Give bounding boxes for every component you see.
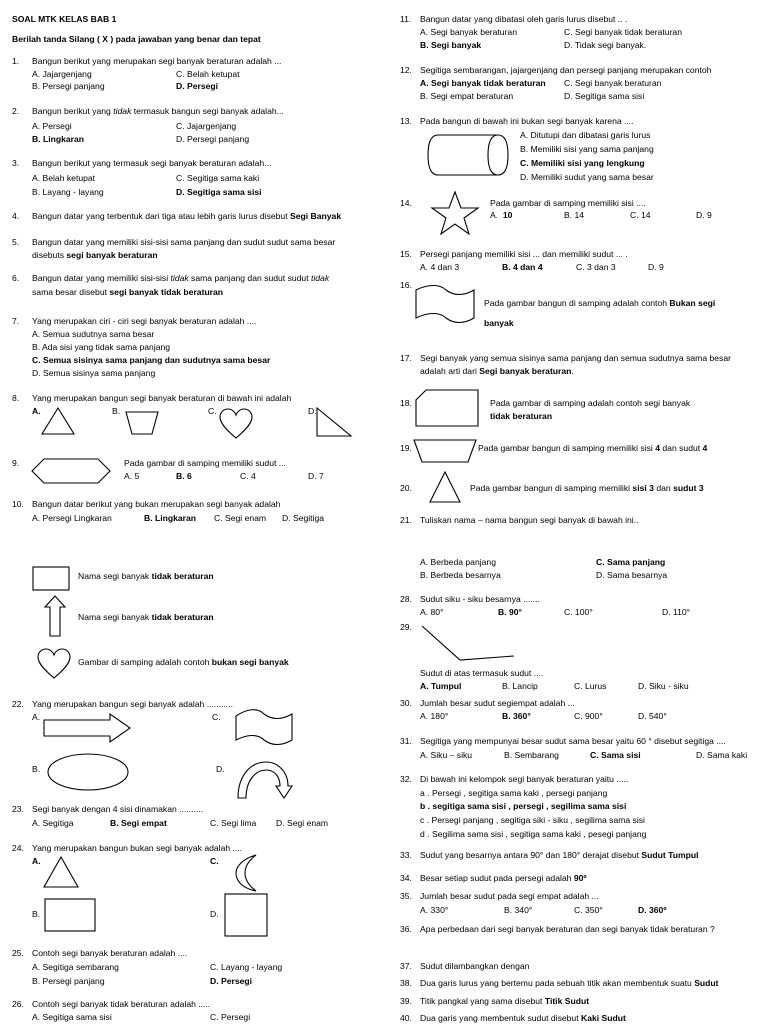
q25-option-c: C. Layang - layang: [210, 962, 283, 972]
q32-option-a: a . Persegi , segitiga sama kaki , persegi panjang: [420, 788, 608, 798]
q18-number: 18.: [400, 398, 412, 408]
q4-number: 4.: [12, 211, 20, 221]
q29-number: 29.: [400, 622, 412, 632]
q29-option-b: B. Lancip: [502, 681, 538, 691]
q17-number: 17.: [400, 353, 412, 363]
q23-option-b: B. Segi empat: [110, 818, 167, 828]
q12-option-b: B. Segi empat beraturan: [420, 91, 514, 101]
q7-option-c: C. Semua sisinya sama panjang dan sudutnya sama besar: [32, 355, 271, 365]
heart-shape-icon: [36, 648, 72, 680]
q10-option-b: B. Lingkaran: [144, 513, 197, 523]
q24-text: Yang merupakan bangun bukan segi banyak adalah ....: [32, 843, 243, 853]
triangle-shape-icon: [428, 470, 462, 504]
q1-option-c: C. Belah ketupat: [176, 69, 240, 79]
q19-number: 19.: [400, 443, 412, 453]
q11-text: Bangun datar yang dibatasi oleh garis lurus disebut .. .: [420, 14, 628, 24]
q16-text-line2: banyak: [484, 318, 514, 328]
q9-option-c: C. 4: [240, 471, 256, 481]
q21-number: 21.: [400, 515, 412, 525]
q27-option-b: B. Berbeda besarnya: [420, 570, 501, 580]
q12-option-a: A. Segi banyak tidak beraturan: [420, 78, 546, 88]
q38-number: 38.: [400, 978, 412, 988]
q18-text-line2: tidak beraturan: [490, 411, 553, 421]
q1-option-d: D. Persegi: [176, 81, 219, 91]
q3-text: Bangun berikut yang termasuk segi banyak beraturan adalah...: [32, 158, 272, 168]
q11-number: 11.: [400, 14, 412, 24]
q33-text: Sudut yang besarnya antara 90° dan 180° derajat disebut Sudut Tumpul: [420, 850, 699, 860]
q28-option-c: C. 100°: [564, 607, 593, 617]
q9-text: Pada gambar di samping memiliki sudut ...: [124, 458, 286, 468]
instruction: Berilah tanda Silang ( X ) pada jawaban yang benar dan tepat: [12, 34, 261, 44]
q13-option-d: D. Memiliki sudut yang sama besar: [520, 172, 654, 182]
crescent-moon-shape-icon: [232, 853, 262, 893]
q30-text: Jumlah besar sudut segiempat adalah ...: [420, 698, 575, 708]
q23-option-c: C. Segi lima: [210, 818, 257, 828]
q20-text: Pada gambar bangun di samping memiliki sisi 3 dan sudut 3: [470, 483, 704, 493]
q12-option-d: D. Segitiga sama sisi: [564, 91, 645, 101]
q15-number: 15.: [400, 249, 412, 259]
up-arrow-shape-icon: [44, 595, 66, 637]
q23-option-d: D. Segi enam: [276, 818, 329, 828]
q35-option-a: A. 330°: [420, 905, 449, 915]
q24-number: 24.: [12, 843, 24, 853]
q23-number: 23.: [12, 804, 24, 814]
q8-option-d: D.: [308, 406, 317, 416]
q25-text: Contoh segi banyak beraturan adalah ....: [32, 948, 188, 958]
q5-text-line1: Bangun datar yang memiliki sisi-sisi sama panjang dan sudut sudut sama besar: [32, 237, 336, 247]
q13-number: 13.: [400, 116, 412, 126]
q19-text: Pada gambar bangun di samping memiliki sisi 4 dan sudut 4: [478, 443, 708, 453]
q22-option-c: C.: [212, 712, 221, 722]
q14-option-b: B. 14: [564, 210, 585, 220]
q3-option-b: B. Layang - layang: [32, 187, 104, 197]
q15-option-a: A. 4 dan 3: [420, 262, 460, 272]
q16-number: 16.: [400, 280, 412, 290]
q11-option-d: D. Tidak segi banyak.: [564, 40, 647, 50]
q36-text: Apa perbedaan dari segi banyak beraturan dan segi banyak tidak beraturan ?: [420, 924, 715, 934]
q8-text: Yang merupakan bangun segi banyak beraturan di bawah ini adalah: [32, 393, 292, 403]
q28-text: Sudut siku - siku besarnya .......: [420, 594, 540, 604]
triangle-shape-icon: [42, 855, 80, 889]
q2-option-b: B. Lingkaran: [32, 134, 85, 144]
q37-text: Sudut dilambangkan dengan: [420, 961, 530, 971]
q22-option-b: B.: [32, 764, 41, 774]
q22-option-d: D.: [216, 764, 225, 774]
q35-number: 35.: [400, 891, 412, 901]
q30-option-c: C. 900°: [574, 711, 603, 721]
trapezoid-shape-icon: [124, 410, 160, 436]
rectangle-shape-icon: [44, 898, 96, 932]
q21-text: Tuliskan nama – nama bangun segi banyak di bawah ini..: [420, 515, 639, 525]
q28-option-a: A. 80°: [420, 607, 444, 617]
wavy-banner-shape-icon: [234, 708, 294, 748]
q17-text-line1: Segi banyak yang semua sisinya sama panjang dan semua sudutnya sama besar: [420, 353, 731, 363]
q10-text: Bangun datar berikut yang bukan merupakan segi banyak adalah: [32, 499, 281, 509]
q13-option-c: C. Memiliki sisi yang lengkung: [520, 158, 645, 168]
curved-arrow-shape-icon: [234, 760, 294, 802]
q32-number: 32.: [400, 774, 412, 784]
q9-option-b: B. 6: [176, 471, 192, 481]
q13-option-a: A. Ditutupi dan dibatasi garis lurus: [520, 130, 651, 140]
wavy-banner-shape-icon: [414, 284, 476, 326]
right-triangle-shape-icon: [315, 406, 353, 438]
page-title: SOAL MTK KELAS BAB 1: [12, 14, 117, 24]
q39-number: 39.: [400, 996, 412, 1006]
q2-number: 2.: [12, 106, 20, 116]
q15-option-c: C. 3 dan 3: [576, 262, 616, 272]
q26-text: Contoh segi banyak tidak beraturan adalah .....: [32, 999, 211, 1009]
q27-option-c: C. Sama panjang: [596, 557, 666, 567]
q11-option-c: C. Segi banyak tidak beraturan: [564, 27, 682, 37]
q28-option-d: D. 110°: [662, 607, 691, 617]
q40-number: 40.: [400, 1013, 412, 1023]
q25-option-a: A. Segitiga sembarang: [32, 962, 119, 972]
q35-option-d: D. 360º: [638, 905, 667, 915]
q7-text: Yang merupakan ciri - ciri segi banyak beraturan adalah ....: [32, 316, 257, 326]
q8-option-c: C.: [208, 406, 217, 416]
q32-option-d: d . Segilima sama sisi , segitiga sama kaki , pesegi panjang: [420, 829, 647, 839]
q30-option-a: A. 180°: [420, 711, 449, 721]
q24-option-a: A.: [32, 856, 41, 866]
q9-number: 9.: [12, 458, 20, 468]
hexagon-shape-icon: [30, 457, 112, 485]
q26-option-a: A. Segitiga sama sisi: [32, 1012, 112, 1022]
q22-option-a: A.: [32, 712, 41, 722]
q37-number: 37.: [400, 961, 412, 971]
q27-option-a: A. Berbeda panjang: [420, 557, 496, 567]
trapezoid-shape-icon: [412, 438, 478, 464]
star-shape-icon: [430, 190, 480, 236]
q32-option-b: b . segitiga sama sisi , persegi , segilima sama sisi: [420, 801, 627, 811]
q9-option-d: D. 7: [308, 471, 324, 481]
q28-option-b: B. 90°: [498, 607, 522, 617]
q24-option-d: D.: [210, 909, 219, 919]
q10-option-c: C. Segi enam: [214, 513, 267, 523]
q28-number: 28.: [400, 594, 412, 604]
q22-text: Yang merupakan bangun segi banyak adalah ...........: [32, 699, 233, 709]
q15-option-b: B. 4 dan 4: [502, 262, 543, 272]
rectangle-caption: Nama segi banyak tidak beraturan: [78, 571, 214, 581]
q14-text: Pada gambar di samping memiliki sisi ....: [490, 198, 646, 208]
q9-option-a: A. 5: [124, 471, 140, 481]
q12-text: Segitiga sembarangan, jajargenjang dan persegi panjang merupakan contoh: [420, 65, 712, 75]
q8-option-b: B.: [112, 406, 121, 416]
q23-text: Segi banyak dengan 4 sisi dinamakan ..........: [32, 804, 204, 814]
q18-text-line1: Pada gambar di samping adalah contoh segi banyak: [490, 398, 691, 408]
rectangle-shape-icon: [32, 566, 70, 592]
q8-number: 8.: [12, 393, 20, 403]
q31-option-c: C. Sama sisi: [590, 750, 641, 760]
q31-text: Segitiga yang mempunyai besar sudut sama besar yaitu 60 ° disebut segitiga ....: [420, 736, 726, 746]
q30-option-b: B. 360°: [502, 711, 531, 721]
q8-option-a: A.: [32, 406, 41, 416]
q13-text: Pada bangun di bawah ini bukan segi banyak karena ....: [420, 116, 634, 126]
q35-text: Jumlah besar sudut pada segi empat adalah ...: [420, 891, 599, 901]
q25-number: 25.: [12, 948, 24, 958]
q32-text: Di bawah ini kelompok segi banyak beraturan yaitu .....: [420, 774, 629, 784]
q11-option-a: A. Segi banyak beraturan: [420, 27, 517, 37]
q2-option-c: C. Jajargenjang: [176, 121, 237, 131]
q35-option-b: B. 340°: [504, 905, 533, 915]
q24-option-b: B.: [32, 909, 41, 919]
q3-option-d: D. Segitiga sama sisi: [176, 187, 262, 197]
q7-option-b: B. Ada sisi yang tidak sama panjang: [32, 342, 171, 352]
q36-number: 36.: [400, 924, 412, 934]
triangle-shape-icon: [40, 406, 76, 436]
q40-text: Dua garis yang membentuk sudut disebut Kaki Sudut: [420, 1013, 626, 1023]
q14-option-d: D. 9: [696, 210, 712, 220]
q3-number: 3.: [12, 158, 20, 168]
q17-text-line2: adalah arti dari Segi banyak beraturan.: [420, 366, 574, 376]
q1-text: Bangun berikut yang merupakan segi banyak beraturan adalah ...: [32, 56, 282, 66]
q10-option-d: D. Segitiga: [282, 513, 325, 523]
q29-option-a: A. Tumpul: [420, 681, 462, 691]
q34-number: 34.: [400, 873, 412, 883]
q10-option-a: A. Persegi Lingkaran: [32, 513, 112, 523]
q14-option-a: A. 10: [490, 210, 513, 220]
q26-option-c: C. Persegi: [210, 1012, 251, 1022]
heart-caption: Gambar di samping adalah contoh bukan segi banyak: [78, 657, 289, 667]
q31-option-b: B. Sembarang: [504, 750, 559, 760]
q31-number: 31.: [400, 736, 412, 746]
q29-text: Sudut di atas termasuk sudut ....: [420, 668, 544, 678]
q16-text: Pada gambar bangun di samping adalah contoh Bukan segi: [484, 298, 716, 308]
q7-number: 7.: [12, 316, 20, 326]
obtuse-angle-diagram-icon: [416, 622, 516, 662]
q34-text: Besar setiap sudut pada persegi adalah 90º: [420, 873, 587, 883]
q14-number: 14.: [400, 198, 412, 208]
q11-option-b: B. Segi banyak: [420, 40, 482, 50]
q7-option-a: A. Semua sudutnya sama besar: [32, 329, 155, 339]
heart-shape-icon: [218, 408, 254, 440]
q6-number: 6.: [12, 273, 20, 283]
q26-number: 26.: [12, 999, 24, 1009]
q30-number: 30.: [400, 698, 412, 708]
q22-number: 22.: [12, 699, 24, 709]
irregular-pentagon-shape-icon: [414, 388, 480, 428]
ellipse-shape-icon: [46, 752, 130, 792]
q23-option-a: A. Segitiga: [32, 818, 74, 828]
q27-option-d: D. Sama besarnya: [596, 570, 668, 580]
q7-option-d: D. Semua sisinya sama panjang: [32, 368, 156, 378]
q5-number: 5.: [12, 237, 20, 247]
q1-option-b: B. Persegi panjang: [32, 81, 105, 91]
q10-number: 10.: [12, 499, 24, 509]
q12-number: 12.: [400, 65, 412, 75]
cylinder-shape-icon: [426, 133, 510, 177]
q3-option-c: C. Segitiga sama kaki: [176, 173, 260, 183]
q31-option-d: D. Sama kaki: [696, 750, 748, 760]
q5-text-line2: disebuts segi banyak beraturan: [32, 250, 158, 260]
q2-option-d: D. Persegi panjang: [176, 134, 250, 144]
arrow-caption: Nama segi banyak tidak beraturan: [78, 612, 214, 622]
right-arrow-shape-icon: [42, 712, 132, 744]
q13-option-b: B. Memiliki sisi yang sama panjang: [520, 144, 654, 154]
q6-text-line2: sama besar disebut segi banyak tidak beraturan: [32, 287, 224, 297]
q15-text: Persegi panjang memiliki sisi ... dan memiliki sudut ... .: [420, 249, 628, 259]
q32-option-c: c . Persegi panjang , segitiga siki - siku , segilima sama sisi: [420, 815, 645, 825]
q30-option-d: D. 540°: [638, 711, 667, 721]
q6-text-line1: Bangun datar yang memiliki sisi-sisi tidak sama panjang dan sudut sudut tidak: [32, 273, 330, 283]
q20-number: 20.: [400, 483, 412, 493]
q25-option-d: D. Persegi: [210, 976, 253, 986]
q14-option-c: C. 14: [630, 210, 651, 220]
q35-option-c: C. 350°: [574, 905, 603, 915]
q24-option-c: C.: [210, 856, 219, 866]
q38-text: Dua garis lurus yang bertemu pada sebuah titik akan membentuk suatu Sudut: [420, 978, 719, 988]
q29-option-c: C. Lurus: [574, 681, 607, 691]
q25-option-b: B. Persegi panjang: [32, 976, 105, 986]
q2-text: Bangun berikut yang tidak termasuk bangun segi banyak adalah...: [32, 106, 284, 116]
q15-option-d: D. 9: [648, 262, 664, 272]
q12-option-c: C. Segi banyak beraturan: [564, 78, 662, 88]
q33-number: 33.: [400, 850, 412, 860]
q3-option-a: A. Belah ketupat: [32, 173, 96, 183]
square-shape-icon: [224, 893, 268, 937]
q1-option-a: A. Jajargenjang: [32, 69, 92, 79]
q31-option-a: A. Siku – siku: [420, 750, 473, 760]
q1-number: 1.: [12, 56, 20, 66]
q29-option-d: D. Siku - siku: [638, 681, 689, 691]
q4-text: Bangun datar yang terbentuk dari tiga atau lebih garis lurus disebut Segi Banyak: [32, 211, 342, 221]
q2-option-a: A. Persegi: [32, 121, 72, 131]
q39-text: Titik pangkal yang sama disebut Titik Sudut: [420, 996, 590, 1006]
